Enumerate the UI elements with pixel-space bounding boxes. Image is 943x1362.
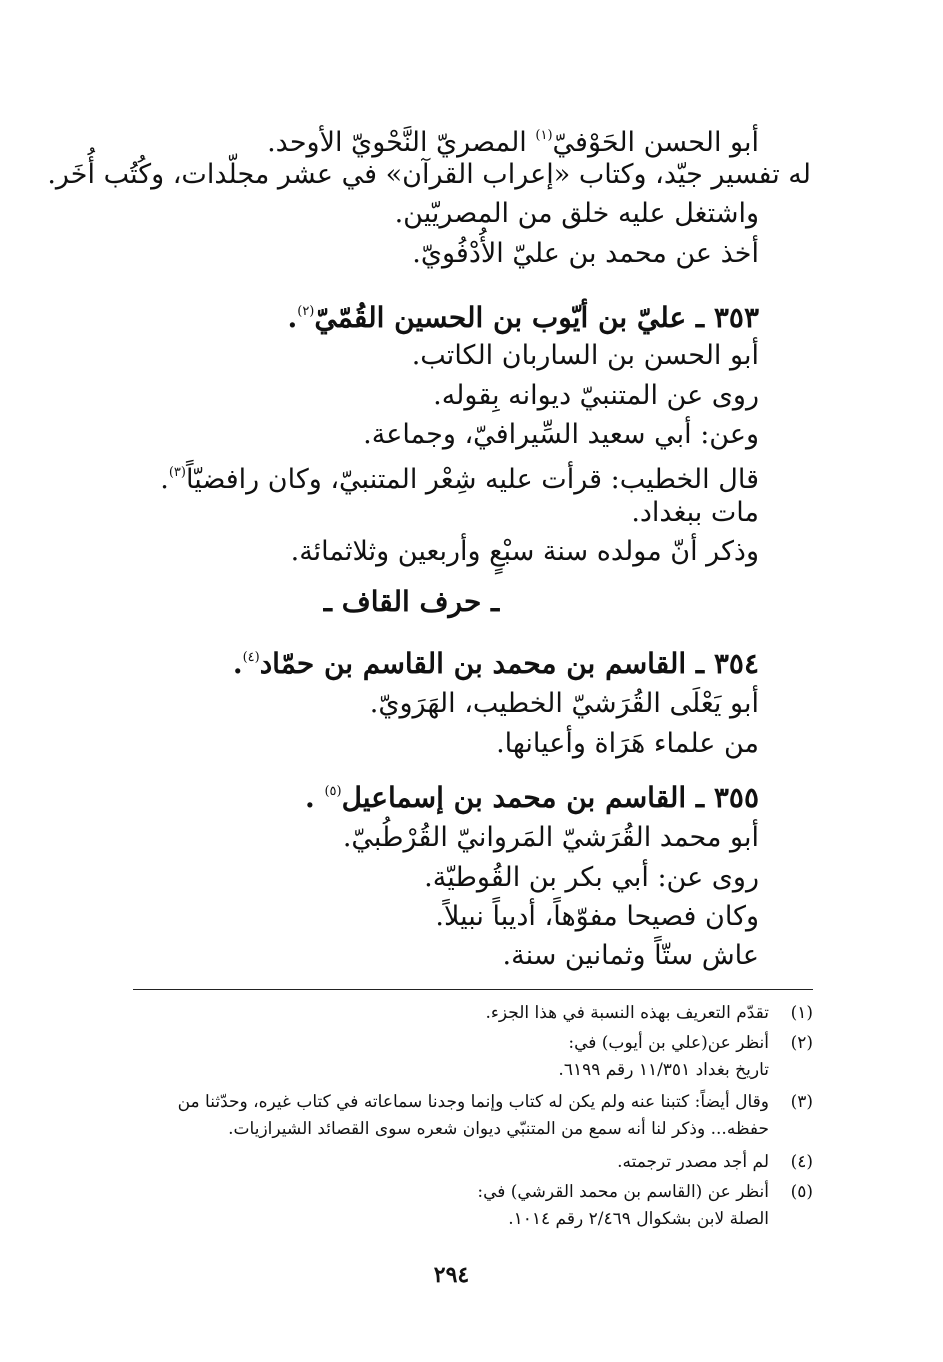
page-number: ٢٩٤ bbox=[433, 1262, 470, 1288]
footnote-number: (٥) bbox=[790, 1182, 813, 1202]
text-line bbox=[160, 455, 759, 498]
footnote bbox=[113, 1150, 813, 1174]
footnote-continuation bbox=[69, 1207, 769, 1231]
text-line: وكان فصيحا مفوّهاً، أديباً نبيلاً. bbox=[435, 901, 759, 932]
text-line: من علماء هَرَاة وأعيانها. bbox=[496, 728, 759, 759]
footnote bbox=[113, 1180, 813, 1204]
text-line: وعن: أبي سعيد السِّيرافيّ، وجماعة. bbox=[363, 419, 759, 450]
footnote-ref: (٣) bbox=[168, 465, 186, 480]
footnote-ref: (١) bbox=[535, 128, 553, 143]
text-line: واشتغل عليه خلق من المصريّين. bbox=[394, 198, 759, 229]
footnote-text: حفظه... وذكر لنا أنه سمع من المتنبّي ديوان شعره سوى القصائد الشيرازيات. bbox=[228, 1119, 769, 1139]
text-line bbox=[267, 118, 759, 161]
text-line: عاش ستّاً وثمانين سنة. bbox=[502, 940, 759, 971]
text-line: روى عن المتنبيّ ديوانه بِقوله. bbox=[433, 380, 759, 411]
text-span: أبو الحسن الحَوْفيّ bbox=[552, 127, 759, 158]
footnote bbox=[113, 1001, 813, 1025]
text-line: أبو يَعْلَى القُرَشيّ الخطيب، الهَرَويّ. bbox=[369, 688, 759, 719]
entry-heading bbox=[305, 774, 759, 816]
footnote-number: (١) bbox=[790, 1003, 813, 1023]
footnote-text: تاريخ بغداد ١١/٣٥١ رقم ٦١٩٩. bbox=[558, 1060, 769, 1080]
footnote-divider bbox=[133, 989, 813, 990]
text-span: قال الخطيب: قرأت عليه شِعْر المتنبيّ، وكان رافضيّاً bbox=[185, 464, 759, 495]
text-line: أبو الحسن بن الساربان الكاتب. bbox=[411, 340, 759, 371]
heading-end: . bbox=[232, 647, 243, 680]
heading-text: ٣٥٣ ـ عليّ بن أيّوب بن الحسين القُمّيّ bbox=[314, 301, 759, 334]
footnote-continuation bbox=[69, 1058, 769, 1082]
footnote-ref: (٤) bbox=[242, 650, 260, 665]
text-line: أبو محمد القُرَشيّ المَروانيّ القُرْطُبيّ. bbox=[342, 822, 759, 853]
footnote-text: لم أجد مصدر ترجمته. bbox=[617, 1152, 769, 1172]
section-heading: ـ حرف القاف ـ bbox=[323, 585, 500, 618]
entry-heading bbox=[233, 640, 759, 682]
footnote bbox=[113, 1031, 813, 1055]
text-line: وذكر أنّ مولده سنة سبْعٍ وأربعين وثلاثمائة. bbox=[290, 536, 759, 567]
footnote-ref: (٥) bbox=[324, 784, 342, 799]
heading-text: ٣٥٥ ـ القاسم بن محمد بن إسماعيل bbox=[341, 781, 759, 814]
footnote-number: (٢) bbox=[790, 1033, 813, 1053]
footnote-text: الصلة لابن بشكوال ٢/٤٦٩ رقم ١٠١٤. bbox=[508, 1209, 769, 1229]
footnote-text: تقدّم التعريف بهذه النسبة في هذا الجزء. bbox=[485, 1003, 769, 1023]
text-span: المصريّ النَّحْويّ الأوحد. bbox=[267, 127, 536, 158]
footnote bbox=[33, 1090, 813, 1114]
footnote-text: أنظر عن (القاسم بن محمد القرشي) في: bbox=[477, 1182, 769, 1202]
text-line: مات ببغداد. bbox=[631, 497, 759, 528]
entry-heading bbox=[287, 294, 759, 336]
text-line: أخذ عن محمد بن عليّ الأُدْفُويّ. bbox=[412, 238, 759, 269]
footnote-number: (٣) bbox=[790, 1092, 813, 1112]
heading-text: ٣٥٤ ـ القاسم بن محمد بن القاسم بن حمّاد bbox=[259, 647, 759, 680]
text-line: روى عن: أبي بكر بن القُوطيّة. bbox=[424, 862, 759, 893]
footnote-ref: (٢) bbox=[297, 304, 315, 319]
footnote-continuation bbox=[69, 1117, 769, 1141]
text-span: . bbox=[160, 464, 169, 495]
footnote-text: أنظر عن(علي بن أيوب) في: bbox=[568, 1033, 769, 1053]
footnote-text: وقال أيضاً: كتبنا عنه ولم يكن له كتاب وإنما وجدنا سماعاته في كتاب غيره، وحدّثنا من bbox=[177, 1092, 769, 1112]
heading-end: . bbox=[287, 301, 298, 334]
heading-end: . bbox=[304, 781, 325, 814]
text-line: له تفسير جيّد، وكتاب «إعراب القرآن» في عشر مجلّدات، وكُتُب أُخَر. bbox=[47, 159, 811, 190]
footnote-number: (٤) bbox=[790, 1152, 813, 1172]
